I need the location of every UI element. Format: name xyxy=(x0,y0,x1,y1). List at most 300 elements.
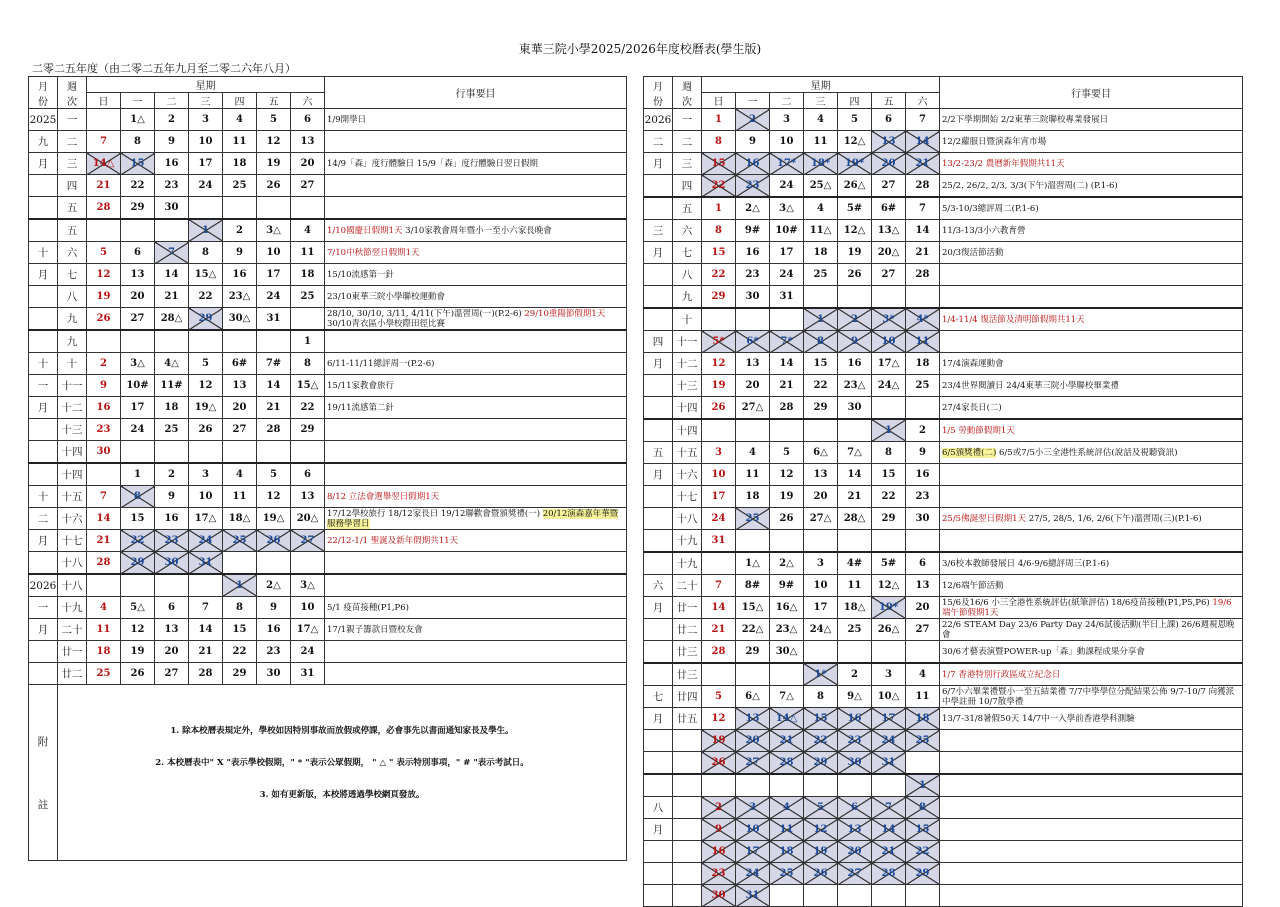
week-number-cell: 七 xyxy=(673,242,702,264)
day-cell: 5 xyxy=(189,353,223,375)
holiday-day-cell: 21 xyxy=(872,841,906,863)
holiday-day-cell: 29 xyxy=(189,308,223,331)
week-row xyxy=(29,375,627,397)
month-label-cell: 十 xyxy=(29,486,58,508)
event-cell xyxy=(940,708,1243,730)
header-row xyxy=(29,77,627,93)
event-cell xyxy=(940,131,1243,153)
day-cell: 10 xyxy=(189,131,223,153)
holiday-day-cell: 18 xyxy=(906,708,940,730)
week-number-cell: 十五 xyxy=(673,442,702,464)
event-text: 7/10中秋節翌日假期1天 xyxy=(327,247,420,258)
day-cell: 18 xyxy=(804,242,838,264)
holiday-day-cell: 3* xyxy=(872,308,906,331)
day-cell: 16 xyxy=(87,397,121,419)
week-row xyxy=(644,220,1243,242)
holiday-day-cell: 16 xyxy=(838,708,872,730)
month-label-cell: 2025 xyxy=(29,109,58,131)
holiday-day-cell: 2 xyxy=(838,308,872,331)
day-cell: 4 xyxy=(87,597,121,619)
day-cell: 19△ xyxy=(189,397,223,419)
day-cell: 15 xyxy=(872,464,906,486)
holiday-day-cell: 7 xyxy=(872,797,906,819)
event-cell xyxy=(325,131,627,153)
day-cell xyxy=(838,419,872,442)
month-label-cell xyxy=(644,197,673,220)
week-number-cell: 廿二 xyxy=(673,619,702,641)
month-label-cell xyxy=(644,175,673,198)
day-cell xyxy=(291,441,325,464)
day-cell: 1△ xyxy=(121,109,155,131)
month-header xyxy=(29,77,58,109)
month-label-cell xyxy=(644,552,673,575)
day-cell xyxy=(906,885,940,907)
day-cell: 31 xyxy=(257,308,291,331)
holiday-day-cell: 1* xyxy=(804,663,838,686)
day-cell: 30△ xyxy=(770,641,804,664)
day-cell: 10# xyxy=(770,220,804,242)
day-cell: 13 xyxy=(121,264,155,286)
day-cell: 8 xyxy=(702,220,736,242)
holiday-day-cell: 11 xyxy=(770,819,804,841)
day-cell: 1 xyxy=(702,197,736,220)
day-cell: 29 xyxy=(872,508,906,530)
day-cell: 20 xyxy=(121,286,155,308)
week-row xyxy=(29,486,627,508)
week-row xyxy=(644,442,1243,464)
day-cell xyxy=(257,441,291,464)
week-number-cell: 十七 xyxy=(673,486,702,508)
week-row xyxy=(29,574,627,597)
day-cell: 7 xyxy=(87,486,121,508)
day-cell: 23△ xyxy=(838,375,872,397)
day-cell: 11 xyxy=(736,464,770,486)
day-cell: 8 xyxy=(702,131,736,153)
day-cell: 12 xyxy=(121,619,155,641)
holiday-day-cell: 31 xyxy=(736,885,770,907)
day-cell xyxy=(838,885,872,907)
month-label-cell xyxy=(644,619,673,641)
day-cell: 3△ xyxy=(770,197,804,220)
day-cell: 16 xyxy=(906,464,940,486)
holiday-day-cell: 7* xyxy=(770,331,804,353)
day-cell: 2 xyxy=(155,463,189,486)
day-cell: 26△ xyxy=(838,175,872,198)
day-cell: 13 xyxy=(291,486,325,508)
day-cell xyxy=(291,197,325,220)
day-cell: 4△ xyxy=(155,353,189,375)
event-text: 1/5 勞動節假期1天 xyxy=(942,425,1015,436)
day-cell: 2 xyxy=(87,353,121,375)
weekday-header: 六 xyxy=(291,93,325,109)
day-cell: 3 xyxy=(770,109,804,131)
week-number-cell: 二 xyxy=(58,131,87,153)
day-cell xyxy=(906,286,940,309)
week-number-cell: 十四 xyxy=(673,419,702,442)
week-number-cell: 三 xyxy=(673,153,702,175)
holiday-day-cell: 22 xyxy=(121,530,155,552)
day-cell xyxy=(702,308,736,331)
day-cell: 24 xyxy=(291,641,325,663)
day-cell: 13△ xyxy=(872,220,906,242)
event-text: 2/2下學期開始 2/2東華三院聯校專業發展日 xyxy=(942,114,1109,125)
day-cell: 21 xyxy=(87,530,121,552)
day-cell: 21 xyxy=(770,375,804,397)
week-number-cell: 十六 xyxy=(673,464,702,486)
holiday-day-cell: 28 xyxy=(872,863,906,885)
event-text: 3/10家教會周年暨小一至小六家長晚會 xyxy=(402,225,552,236)
notes-label-2: 註 xyxy=(37,798,49,811)
day-cell xyxy=(906,530,940,553)
week-row xyxy=(644,730,1243,752)
day-cell: 7# xyxy=(257,353,291,375)
week-row xyxy=(29,508,627,530)
month-label-cell xyxy=(644,863,673,885)
day-cell: 20 xyxy=(223,397,257,419)
day-cell: 25 xyxy=(906,375,940,397)
event-cell xyxy=(940,175,1243,198)
event-text: 27/4家長日(二) xyxy=(942,402,1002,413)
week-number-cell: 三 xyxy=(58,153,87,175)
day-cell: 9 xyxy=(87,375,121,397)
day-cell: 7 xyxy=(906,109,940,131)
week-number-cell: 十九 xyxy=(673,552,702,575)
day-cell: 19 xyxy=(702,375,736,397)
holiday-day-cell: 4 xyxy=(770,797,804,819)
day-cell: 3△ xyxy=(291,574,325,597)
day-cell: 24△ xyxy=(804,619,838,641)
header-row xyxy=(644,77,1243,93)
event-text: 29/10重陽節假期1天 xyxy=(524,308,606,319)
day-cell: 20△ xyxy=(872,242,906,264)
day-cell: 7△ xyxy=(770,686,804,708)
month-label-cell: 十 xyxy=(29,353,58,375)
day-cell xyxy=(906,397,940,420)
event-cell xyxy=(325,153,627,175)
day-cell: 30 xyxy=(257,663,291,685)
event-cell xyxy=(325,552,627,575)
week-number-cell: 一 xyxy=(673,109,702,131)
day-cell xyxy=(189,330,223,353)
day-cell: 17 xyxy=(121,397,155,419)
month-label-cell: 月 xyxy=(644,353,673,375)
day-cell: 28 xyxy=(702,641,736,664)
day-cell xyxy=(223,552,257,575)
event-cell xyxy=(940,397,1243,420)
week-row xyxy=(29,308,627,331)
day-cell: 14 xyxy=(838,464,872,486)
day-cell xyxy=(257,330,291,353)
week-number-cell: 十三 xyxy=(673,375,702,397)
day-cell: 3 xyxy=(872,663,906,686)
holiday-day-cell: 19* xyxy=(872,597,906,619)
week-row xyxy=(644,464,1243,486)
event-cell xyxy=(325,663,627,685)
day-cell: 30 xyxy=(155,197,189,220)
day-cell: 21 xyxy=(155,286,189,308)
day-cell: 4 xyxy=(906,663,940,686)
day-cell: 4# xyxy=(838,552,872,575)
day-cell: 10 xyxy=(189,486,223,508)
event-text: 11/3-13/3小六教育營 xyxy=(942,225,1026,236)
weekday-header: 三 xyxy=(804,93,838,109)
day-cell: 26 xyxy=(87,308,121,331)
day-cell: 3 xyxy=(189,463,223,486)
week-number-cell: 廿二 xyxy=(58,663,87,685)
notes-label-cell xyxy=(29,685,58,861)
event-cell xyxy=(325,308,627,331)
week-number-cell: 十九 xyxy=(673,530,702,553)
week-row xyxy=(29,286,627,308)
week-number-cell: 廿四 xyxy=(673,686,702,708)
day-cell: 10# xyxy=(121,375,155,397)
day-cell xyxy=(838,641,872,664)
day-cell: 7△ xyxy=(838,442,872,464)
week-row xyxy=(644,819,1243,841)
holiday-day-cell: 17 xyxy=(736,841,770,863)
week-number-cell: 二十 xyxy=(673,575,702,597)
day-cell: 26 xyxy=(770,508,804,530)
day-cell xyxy=(223,441,257,464)
day-cell: 23 xyxy=(736,264,770,286)
month-label-cell xyxy=(29,175,58,197)
month-header-label2: 份 xyxy=(653,96,663,108)
event-cell xyxy=(940,442,1243,464)
day-cell: 29 xyxy=(291,419,325,441)
day-cell: 28 xyxy=(906,264,940,286)
day-cell: 7 xyxy=(87,131,121,153)
day-cell: 18 xyxy=(736,486,770,508)
event-cell xyxy=(940,752,1243,775)
day-cell: 15 xyxy=(121,508,155,530)
week-row xyxy=(29,530,627,552)
holiday-day-cell: 11 xyxy=(906,331,940,353)
event-cell xyxy=(940,353,1243,375)
holiday-day-cell: 23 xyxy=(155,530,189,552)
day-cell: 3△ xyxy=(121,353,155,375)
holiday-day-cell: 18* xyxy=(804,153,838,175)
month-label-cell xyxy=(644,730,673,752)
day-cell: 10 xyxy=(804,575,838,597)
month-label-cell: 月 xyxy=(644,153,673,175)
event-text: 30/10青衣區小學校際田徑比賽 xyxy=(327,318,445,329)
holiday-day-cell: 6 xyxy=(838,797,872,819)
month-label-cell xyxy=(29,419,58,441)
event-cell xyxy=(940,841,1243,863)
day-cell: 5# xyxy=(872,552,906,575)
day-cell: 13 xyxy=(223,375,257,397)
event-text: 20/3復活節活動 xyxy=(942,247,1004,258)
day-cell xyxy=(257,197,291,220)
event-cell xyxy=(940,863,1243,885)
day-cell: 1△ xyxy=(736,552,770,575)
day-cell: 23 xyxy=(906,486,940,508)
month-label-cell: 月 xyxy=(29,530,58,552)
day-cell: 22 xyxy=(223,641,257,663)
event-text: 13/2-23/2 農曆新年假期共11天 xyxy=(942,158,1065,169)
event-cell xyxy=(325,397,627,419)
day-cell: 3 xyxy=(804,552,838,575)
day-cell: 9 xyxy=(223,242,257,264)
day-cell: 26△ xyxy=(872,619,906,641)
day-cell: 19 xyxy=(87,286,121,308)
event-cell xyxy=(940,885,1243,907)
day-cell: 26 xyxy=(838,264,872,286)
week-number-cell: 六 xyxy=(673,220,702,242)
day-cell: 12 xyxy=(87,264,121,286)
day-cell: 26 xyxy=(121,663,155,685)
holiday-day-cell: 1 xyxy=(872,419,906,442)
holiday-day-cell: 16 xyxy=(702,841,736,863)
day-cell: 17 xyxy=(702,486,736,508)
holiday-day-cell: 15 xyxy=(121,153,155,175)
week-row xyxy=(644,397,1243,420)
event-text: 3/6校本教師發展日 4/6-9/6總評周三(P.1-6) xyxy=(942,558,1110,569)
weekday-header: 一 xyxy=(736,93,770,109)
day-cell: 28 xyxy=(87,552,121,575)
day-cell xyxy=(155,219,189,242)
day-cell: 6 xyxy=(872,109,906,131)
week-number-cell: 十九 xyxy=(58,597,87,619)
day-cell: 16 xyxy=(257,619,291,641)
day-cell: 24 xyxy=(770,264,804,286)
day-cell: 6# xyxy=(223,353,257,375)
day-cell xyxy=(736,663,770,686)
day-cell: 11# xyxy=(155,375,189,397)
day-cell: 8 xyxy=(804,686,838,708)
day-cell: 20 xyxy=(736,375,770,397)
day-cell xyxy=(155,441,189,464)
day-cell: 30 xyxy=(838,397,872,420)
holiday-day-cell: 10 xyxy=(872,331,906,353)
day-cell: 10 xyxy=(702,464,736,486)
event-text: 1/10國慶日假期1天 xyxy=(327,225,403,236)
day-cell: 23△ xyxy=(223,286,257,308)
week-row xyxy=(29,441,627,464)
event-text: 17/1親子籌款日暨校友會 xyxy=(327,624,423,635)
day-cell: 15 xyxy=(804,353,838,375)
month-label-cell: 五 xyxy=(644,442,673,464)
event-cell xyxy=(325,619,627,641)
day-cell xyxy=(291,308,325,331)
month-label-cell: 月 xyxy=(644,708,673,730)
day-cell xyxy=(87,109,121,131)
week-row xyxy=(644,153,1243,175)
holiday-day-cell: 15 xyxy=(906,819,940,841)
day-cell xyxy=(770,774,804,797)
event-cell xyxy=(940,552,1243,575)
month-label-cell xyxy=(29,308,58,331)
holiday-day-cell: 14△ xyxy=(770,708,804,730)
week-row xyxy=(29,197,627,220)
week-number-cell: 九 xyxy=(58,330,87,353)
day-cell: 6 xyxy=(291,109,325,131)
event-text: 8/12 立法會選舉翌日假期1天 xyxy=(327,491,440,502)
day-cell: 11 xyxy=(223,486,257,508)
day-cell: 11 xyxy=(87,619,121,641)
week-row xyxy=(29,330,627,353)
day-cell: 1 xyxy=(702,109,736,131)
event-cell xyxy=(940,797,1243,819)
event-cell xyxy=(940,331,1243,353)
day-cell xyxy=(87,574,121,597)
holiday-day-cell: 6* xyxy=(736,331,770,353)
day-cell: 27 xyxy=(906,619,940,641)
day-cell: 7 xyxy=(906,197,940,220)
day-cell: 21 xyxy=(257,397,291,419)
week-row xyxy=(644,552,1243,575)
holiday-day-cell: 19 xyxy=(702,730,736,752)
day-cell xyxy=(804,774,838,797)
holiday-day-cell: 1 xyxy=(906,774,940,797)
holiday-day-cell: 9 xyxy=(838,331,872,353)
holiday-day-cell: 5* xyxy=(702,331,736,353)
day-cell: 30 xyxy=(736,286,770,309)
day-cell: 25 xyxy=(87,663,121,685)
day-cell xyxy=(872,885,906,907)
day-cell: 14 xyxy=(189,619,223,641)
week-number-cell: 十八 xyxy=(58,574,87,597)
day-cell: 17△ xyxy=(189,508,223,530)
month-label-cell xyxy=(644,774,673,797)
day-cell: 18 xyxy=(87,641,121,663)
event-text: 14/9「森」度行體驗日 15/9「森」度行體驗日翌日假期 xyxy=(327,158,538,169)
holiday-day-cell: 19* xyxy=(838,153,872,175)
day-cell: 1 xyxy=(291,330,325,353)
day-cell: 12 xyxy=(770,464,804,486)
day-cell xyxy=(223,330,257,353)
week-row xyxy=(644,752,1243,775)
week-row xyxy=(644,774,1243,797)
week-row xyxy=(644,109,1243,131)
day-cell: 19△ xyxy=(257,508,291,530)
day-cell: 8 xyxy=(121,131,155,153)
day-cell xyxy=(804,641,838,664)
event-cell xyxy=(940,663,1243,686)
month-label-cell: 月 xyxy=(644,242,673,264)
week-number-cell: 五 xyxy=(673,197,702,220)
day-cell: 18 xyxy=(906,353,940,375)
day-cell: 14 xyxy=(257,375,291,397)
day-cell: 8# xyxy=(736,575,770,597)
month-label-cell xyxy=(644,397,673,420)
month-label-cell: 一 xyxy=(29,375,58,397)
day-cell: 7 xyxy=(189,597,223,619)
week-row xyxy=(29,219,627,242)
week-row xyxy=(29,175,627,197)
day-cell: 30△ xyxy=(223,308,257,331)
event-cell xyxy=(940,641,1243,664)
day-cell: 28△ xyxy=(155,308,189,331)
day-cell: 27 xyxy=(155,663,189,685)
week-row xyxy=(644,686,1243,708)
day-cell: 2 xyxy=(838,663,872,686)
holiday-day-cell: 26 xyxy=(257,530,291,552)
day-cell: 25 xyxy=(223,175,257,197)
event-cell xyxy=(325,463,627,486)
month-label-cell: 2026 xyxy=(29,574,58,597)
day-cell: 11△ xyxy=(804,220,838,242)
month-label-cell xyxy=(29,330,58,353)
week-number-cell: 五 xyxy=(58,219,87,242)
day-cell: 3 xyxy=(702,442,736,464)
month-label-cell: 六 xyxy=(644,575,673,597)
week-number-cell xyxy=(673,885,702,907)
day-cell: 22△ xyxy=(736,619,770,641)
month-label-cell: 月 xyxy=(644,597,673,619)
day-cell: 8 xyxy=(291,353,325,375)
week-row xyxy=(29,131,627,153)
